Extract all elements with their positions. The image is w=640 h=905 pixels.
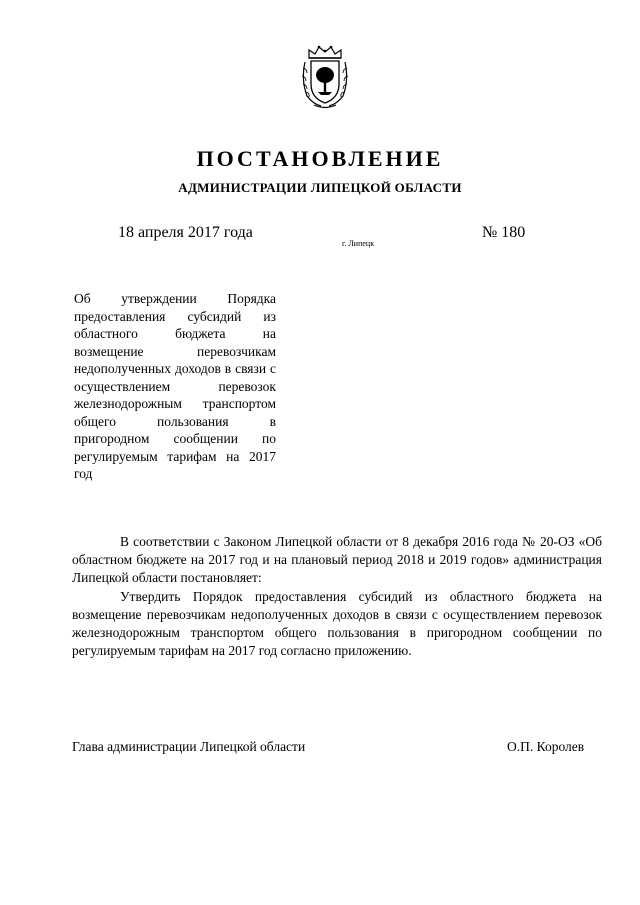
- document-date: 18 апреля 2017 года: [118, 224, 253, 241]
- document-subject: Об утверждении Порядка предоставления субсидий из областного бюджета на возмещение перевозчикам недополученных доходов в связи с осуществлением перевозок железнодорожным транспортом общего пользования в пригородном сообщении по регулируемым тарифам на 2017 год: [74, 291, 276, 481]
- document-city: г. Липецк: [342, 239, 375, 248]
- body-paragraph-2: Утвердить Порядок предоставления субсидий из областного бюджета на возмещение перевозчикам недополученных доходов в связи с осуществлением перевозок железнодорожным транспортом общего пользования в пригородном сообщении по регулируемым тарифам на 2017 год согласно приложению.: [72, 588, 602, 659]
- signatory-name: О.П. Королев: [507, 739, 585, 754]
- issuing-authority: АДМИНИСТРАЦИИ ЛИПЕЦКОЙ ОБЛАСТИ: [178, 180, 462, 195]
- coat-of-arms-icon: [299, 44, 351, 110]
- body-paragraph-1: В соответствии с Законом Липецкой области от 8 декабря 2016 года № 20-ОЗ «Об областном бюджете на 2017 год и на плановый период 2018 и 2019 годов» администрация Липецкой области постановляет:: [72, 534, 602, 586]
- document-body: [72, 533, 602, 660]
- signatory-position: Глава администрации Липецкой области: [72, 739, 306, 754]
- document-number: № 180: [482, 224, 526, 241]
- document-title: ПОСТАНОВЛЕНИЕ: [196, 146, 444, 171]
